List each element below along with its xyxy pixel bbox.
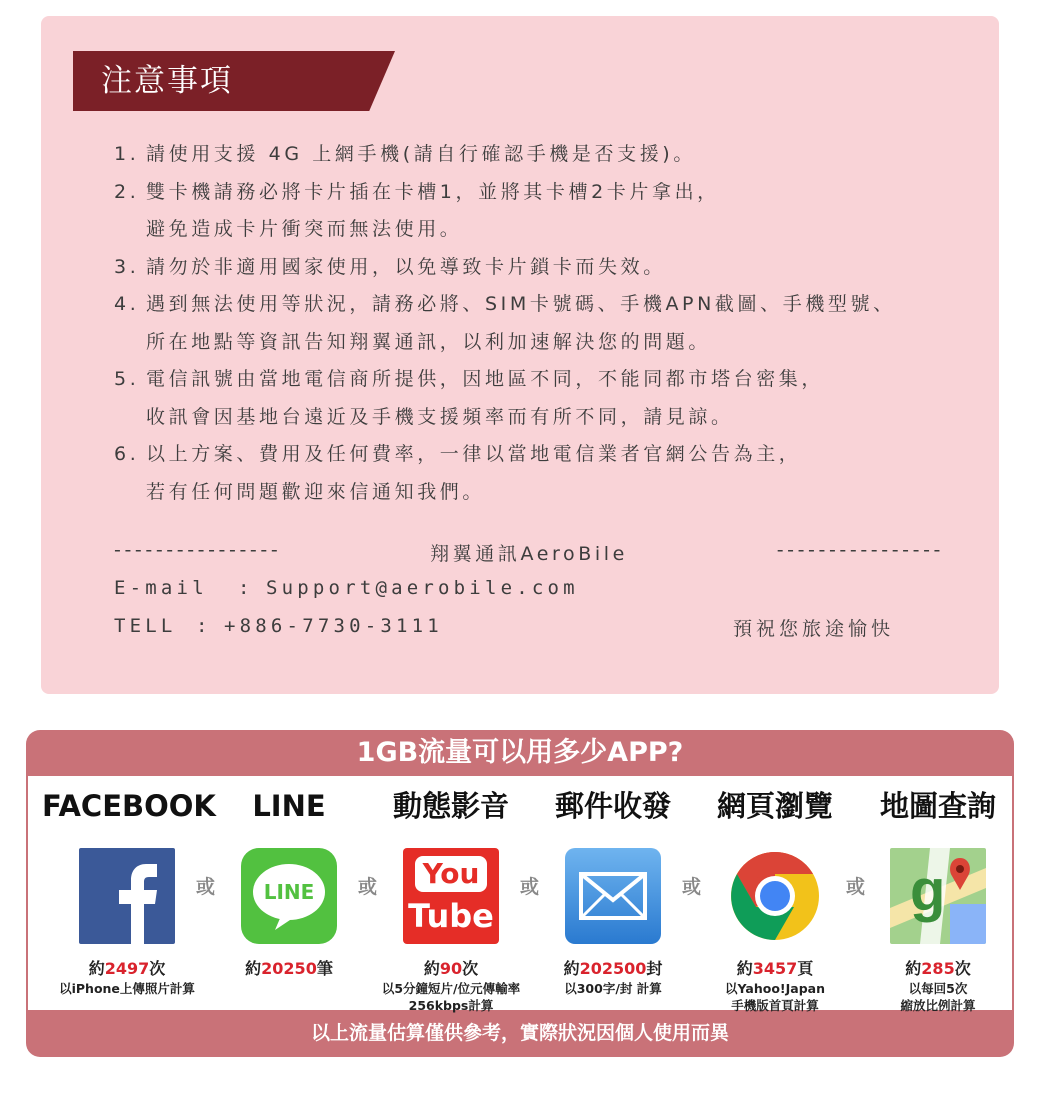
facebook-icon [79, 848, 175, 944]
app-line [204, 776, 374, 980]
or-separator: 或 [682, 876, 702, 898]
email-row: E-mail : Support@aerobile.com [114, 577, 579, 599]
app-note: 以iPhone上傳照片計算 [59, 981, 195, 996]
app-maps [853, 776, 1023, 1014]
notice-item-5: 5. 電信訊號由當地電信商所提供，因地區不同，不能同都市塔台密集， 收訊會因基地台遠近及手機支援頻率而有所不同，請見諒。 [114, 368, 825, 428]
company-divider [114, 539, 944, 566]
email-link[interactable]: Support@aerobile.com [266, 577, 579, 599]
app-usage: 約20250筆 [245, 959, 333, 978]
usage-header: 1GB流量可以用多少APP? [356, 737, 684, 768]
app-note: 256kbps計算 [408, 998, 494, 1013]
app-usage: 約90次 [423, 959, 479, 978]
app-note: 以每回5次 [908, 981, 968, 996]
app-browser [690, 776, 860, 1014]
notice-item-1: 1. 請使用支援 4G 上網手機(請自行確認手機是否支援)。 [114, 143, 696, 165]
tel-label: TELL [114, 615, 177, 637]
farewell-text: 預祝您旅途愉快 [733, 618, 895, 640]
notice-item-2: 2. 雙卡機請務必將卡片插在卡槽1，並將其卡槽2卡片拿出， 避免造成卡片衝突而無法使用。 [114, 180, 720, 240]
divider-dashes-left: ---------------- [114, 539, 282, 561]
app-name: 網頁瀏覽 [716, 789, 833, 823]
app-usage: 約202500封 [563, 959, 663, 978]
or-separator: 或 [520, 876, 540, 898]
app-usage: 約285次 [905, 959, 971, 978]
or-separator: 或 [358, 876, 378, 898]
notice-item-3: 3. 請勿於非適用國家使用，以免導致卡片鎖卡而失效。 [114, 255, 666, 278]
usage-footer: 以上流量估算僅供參考，實際狀況因個人使用而異 [310, 1022, 729, 1044]
app-name: FACEBOOK [42, 789, 216, 823]
app-note: 以Yahoo!Japan [725, 981, 825, 996]
or-separator: 或 [846, 876, 866, 898]
chrome-icon [727, 848, 823, 944]
divider-dashes-right: ---------------- [776, 539, 944, 561]
youtube-icon: You Tube [403, 848, 499, 944]
notice-list [114, 136, 974, 511]
app-note: 手機版首頁計算 [731, 998, 819, 1013]
svg-text:g: g [910, 858, 946, 923]
tel-number: +886-7730-3111 [224, 615, 443, 637]
company-name: 翔翼通訊AeroBile [430, 543, 628, 565]
app-usage: 約2497次 [88, 959, 166, 978]
app-youtube [366, 776, 536, 1014]
app-mail [528, 776, 698, 997]
mail-icon [565, 848, 661, 944]
or-separator: 或 [196, 876, 216, 898]
app-note: 以5分鐘短片/位元傳輸率 [381, 981, 521, 996]
app-note: 縮放比例計算 [900, 998, 976, 1013]
app-name: LINE [252, 789, 326, 823]
line-icon: LINE [241, 848, 337, 944]
google-maps-icon [890, 848, 986, 944]
app-name: 動態影音 [392, 789, 509, 823]
app-name: 郵件收發 [554, 789, 671, 823]
email-label: E-mail [114, 577, 208, 599]
app-facebook [42, 776, 216, 997]
app-usage: 約3457頁 [736, 959, 814, 978]
app-name: 地圖查詢 [879, 789, 996, 823]
tel-row: TELL : +886-7730-3111 [114, 615, 443, 637]
app-note: 以300字/封 計算 [564, 981, 662, 996]
notice-title: 注意事項 [101, 63, 233, 99]
notice-item-6: 6. 以上方案、費用及任何費率，一律以當地電信業者官網公告為主， 若有任何問題歡迎來信通知我們。 [114, 443, 802, 503]
notice-item-4: 4. 遇到無法使用等狀況，請務必將、SIM卡號碼、手機APN截圖、手機型號、 所在地點等資訊告知翔翼通訊，以利加速解決您的問題。 [114, 293, 896, 353]
